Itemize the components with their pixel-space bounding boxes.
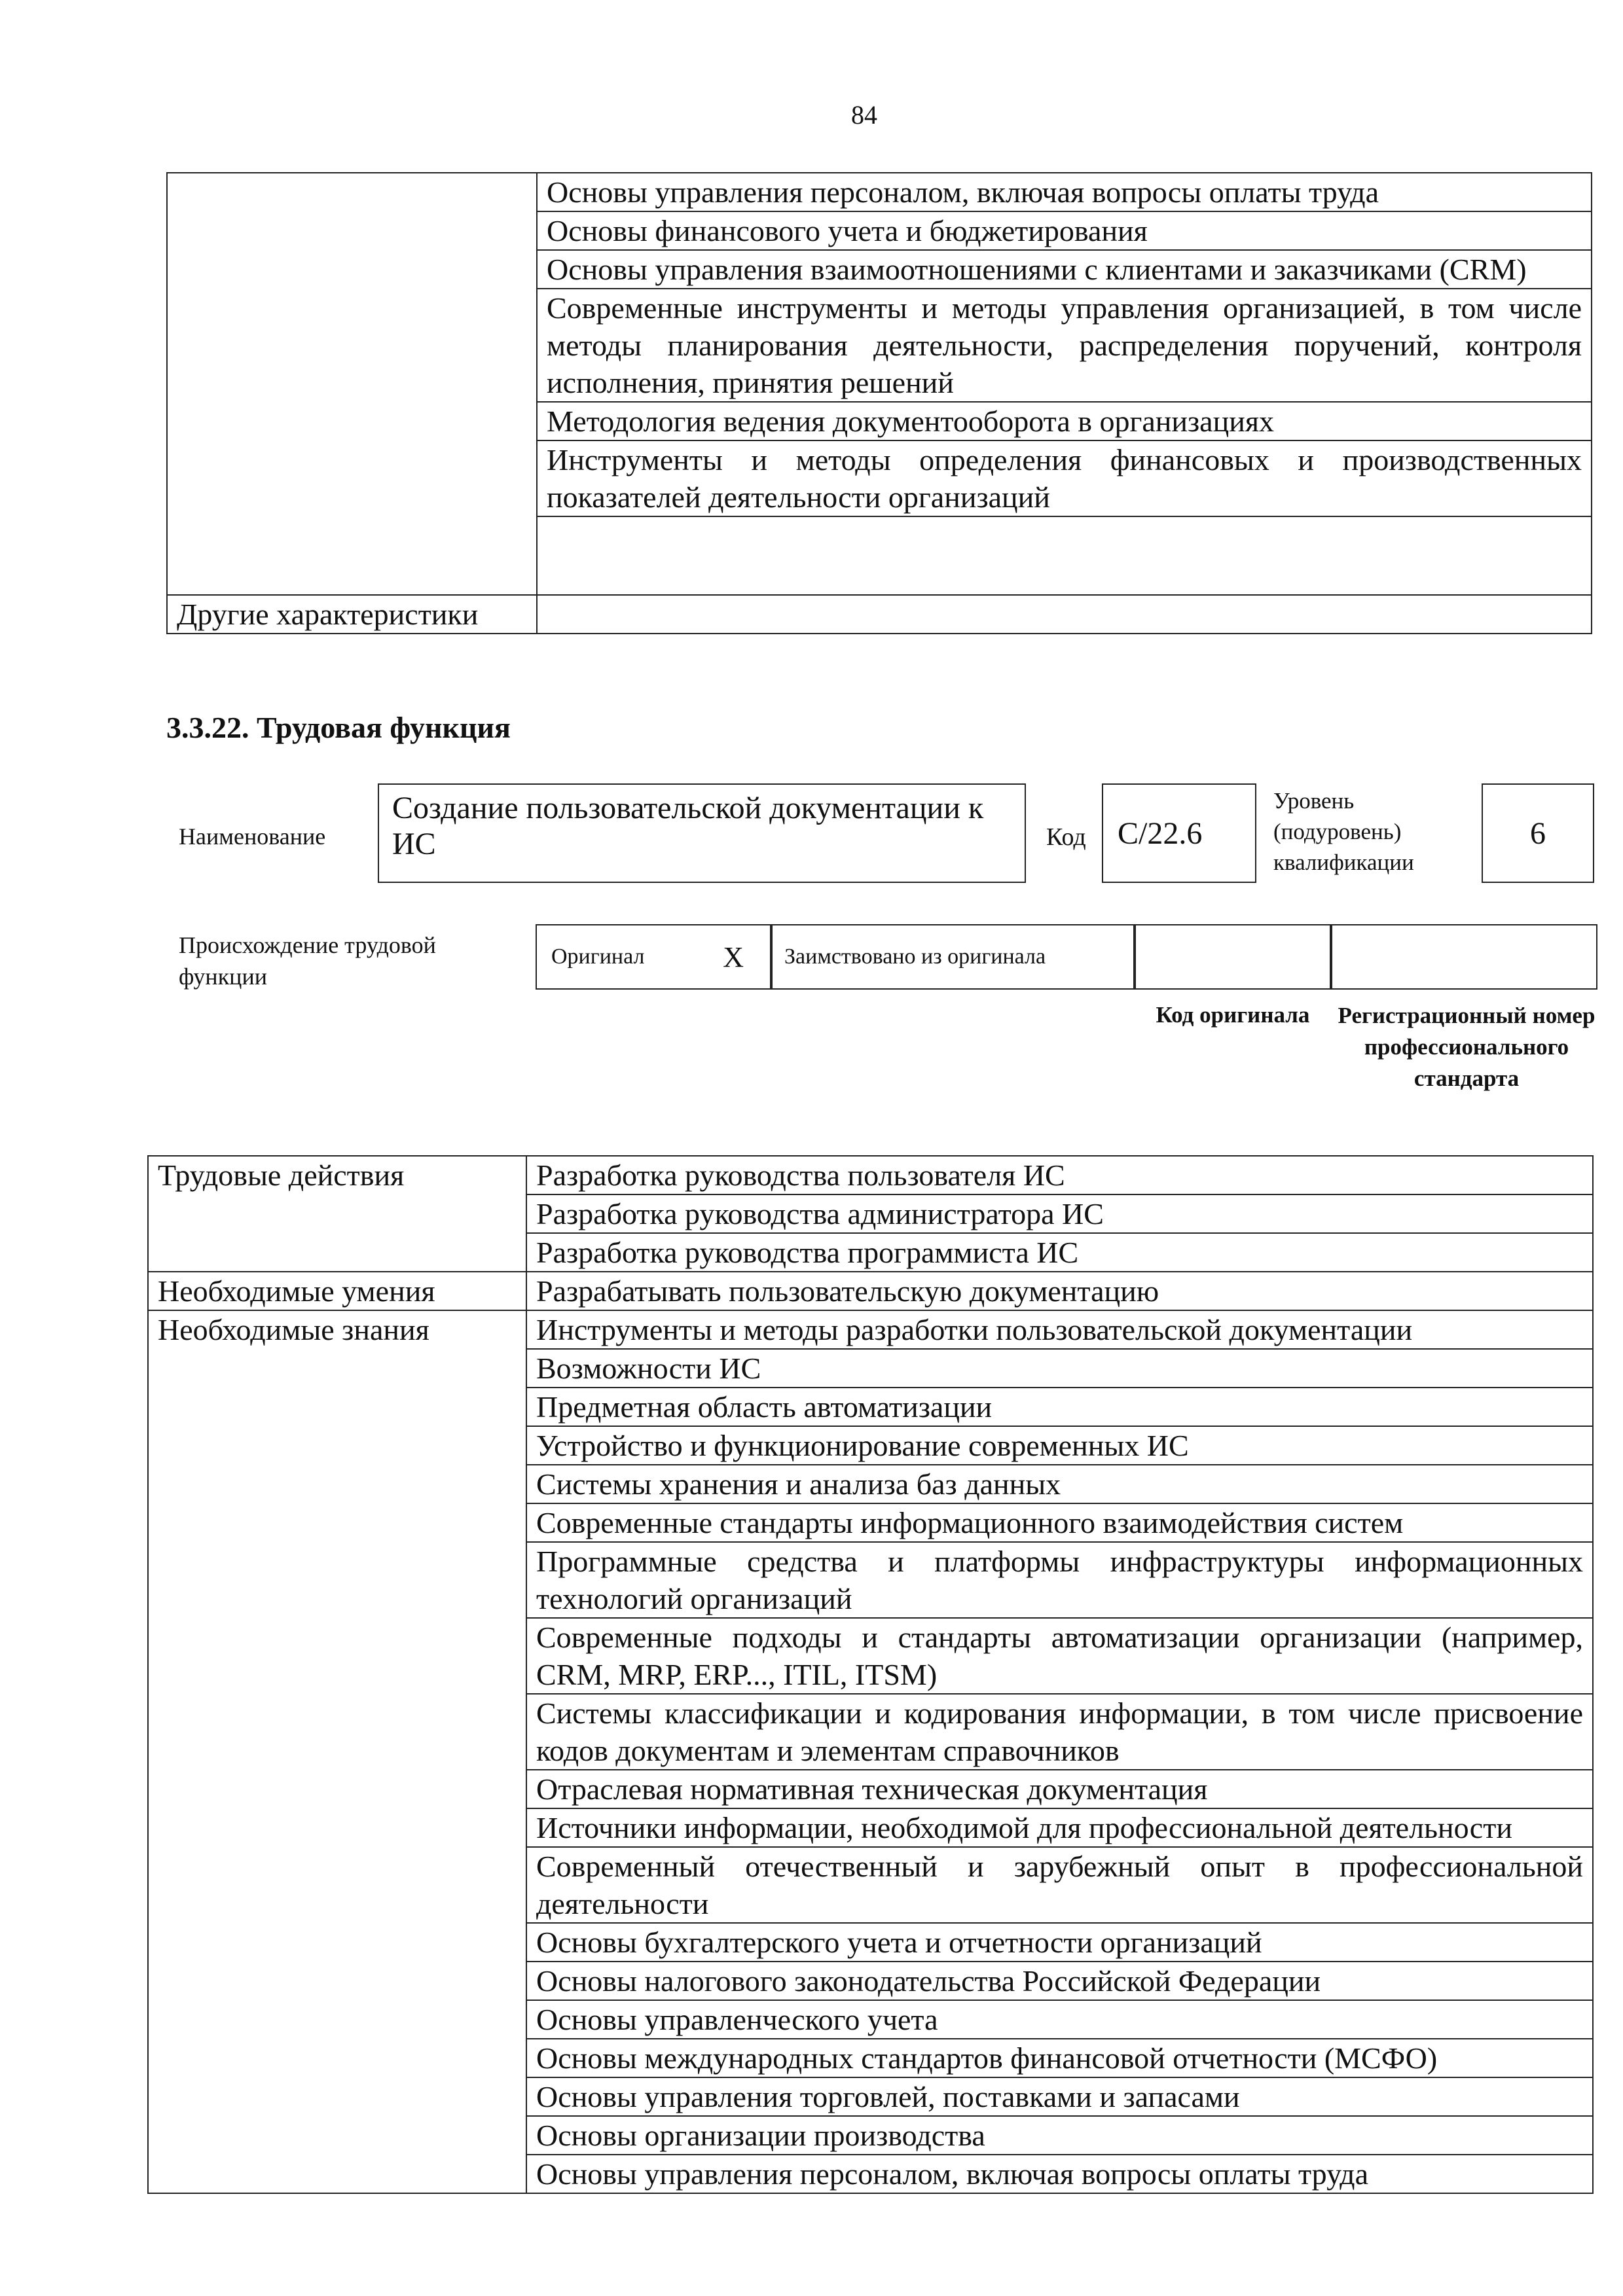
borrowed-cell: Заимствовано из оригинала	[771, 924, 1135, 990]
required-knowledge: Системы хранения и анализа баз данных	[526, 1465, 1593, 1503]
labor-action: Разработка руководства пользователя ИС	[526, 1156, 1593, 1194]
required-knowledge: Основы организации производства	[526, 2116, 1593, 2155]
labor-action: Разработка руководства программиста ИС	[526, 1233, 1593, 1272]
required-knowledge: Инструменты и методы разработки пользовательской документации	[526, 1310, 1593, 1349]
required-knowledge-group-label: Необходимые знания	[148, 1310, 526, 2193]
required-knowledge: Основы бухгалтерского учета и отчетности организаций	[526, 1923, 1593, 1962]
original-mark: X	[723, 941, 744, 973]
function-code-box: C/22.6	[1102, 783, 1256, 883]
required-knowledge: Предметная область автоматизации	[526, 1388, 1593, 1426]
required-knowledge: Современные стандарты информационного взаимодействия систем	[526, 1503, 1593, 1542]
code-original-caption: Код оригинала	[1156, 1002, 1310, 1028]
knowledge-item: Основы финансового учета и бюджетирования	[537, 211, 1592, 250]
table-row	[148, 1272, 1593, 1310]
empty-knowledge-cell	[537, 516, 1592, 595]
required-knowledge: Отраслевая нормативная техническая документация	[526, 1770, 1593, 1808]
original-cell	[536, 924, 771, 990]
name-label: Наименование	[179, 823, 326, 850]
required-knowledge: Основы управленческого учета	[526, 2000, 1593, 2039]
required-knowledge: Системы классификации и кодирования информации, в том числе присвоение кодов документам и элементам справочников	[526, 1694, 1593, 1770]
original-label: Оригинал	[551, 944, 645, 969]
required-knowledge: Основы налогового законодательства Российской Федерации	[526, 1962, 1593, 2000]
required-knowledge: Основы международных стандартов финансовой отчетности (МСФО)	[526, 2039, 1593, 2077]
table-row	[148, 1310, 1593, 1349]
required-knowledge: Источники информации, необходимой для профессиональной деятельности	[526, 1808, 1593, 1847]
labor-action-group-label: Трудовые действия	[148, 1156, 526, 1272]
reg-number-cell	[1331, 924, 1597, 990]
other-characteristics-value	[537, 595, 1592, 634]
labor-function-table	[147, 1155, 1594, 2194]
page-number: 84	[851, 100, 877, 130]
knowledge-item: Инструменты и методы определения финансовых и производственных показателей деятельности организаций	[537, 440, 1592, 516]
knowledge-item: Основы управления взаимоотношениями с клиентами и заказчиками (CRM)	[537, 250, 1592, 289]
required-knowledge: Устройство и функционирование современных ИС	[526, 1426, 1593, 1465]
code-label: Код	[1046, 823, 1086, 851]
qualification-level-box: 6	[1482, 783, 1594, 883]
knowledge-item: Основы управления персоналом, включая вопросы оплаты труда	[537, 173, 1592, 211]
knowledge-table-continued	[166, 172, 1592, 634]
table-row	[148, 1156, 1593, 1194]
required-knowledge: Современный отечественный и зарубежный опыт в профессиональной деятельности	[526, 1847, 1593, 1923]
required-knowledge: Возможности ИС	[526, 1349, 1593, 1388]
origin-label: Происхождение трудовой функции	[179, 932, 436, 990]
required-knowledge: Основы управления персоналом, включая вопросы оплаты труда	[526, 2155, 1593, 2193]
qualification-level-label: Уровень (подуровень) квалификации	[1273, 788, 1414, 875]
required-skill-group-label: Необходимые умения	[148, 1272, 526, 1310]
code-original-cell	[1135, 924, 1331, 990]
function-name-box: Создание пользовательской документации к ИС	[378, 783, 1026, 883]
knowledge-item: Методология ведения документооборота в организациях	[537, 402, 1592, 440]
required-knowledge: Основы управления торговлей, поставками и запасами	[526, 2077, 1593, 2116]
required-skill: Разрабатывать пользовательскую документацию	[526, 1272, 1593, 1310]
reg-number-caption: Регистрационный номер профессионального стандарта	[1338, 1003, 1596, 1091]
other-characteristics-label: Другие характеристики	[167, 595, 537, 634]
knowledge-item: Современные инструменты и методы управления организацией, в том числе методы планирования деятельности, распределения поручений, контроля исполнения, принятия решений	[537, 289, 1592, 402]
origin-row	[536, 924, 1597, 990]
empty-label-cell	[167, 173, 537, 595]
required-knowledge: Современные подходы и стандарты автоматизации организации (например, CRM, MRP, ERP..., ITIL, ITSM)	[526, 1618, 1593, 1694]
labor-action: Разработка руководства администратора ИС	[526, 1194, 1593, 1233]
required-knowledge: Программные средства и платформы инфраструктуры информационных технологий организаций	[526, 1542, 1593, 1618]
section-title: 3.3.22. Трудовая функция	[166, 711, 511, 744]
